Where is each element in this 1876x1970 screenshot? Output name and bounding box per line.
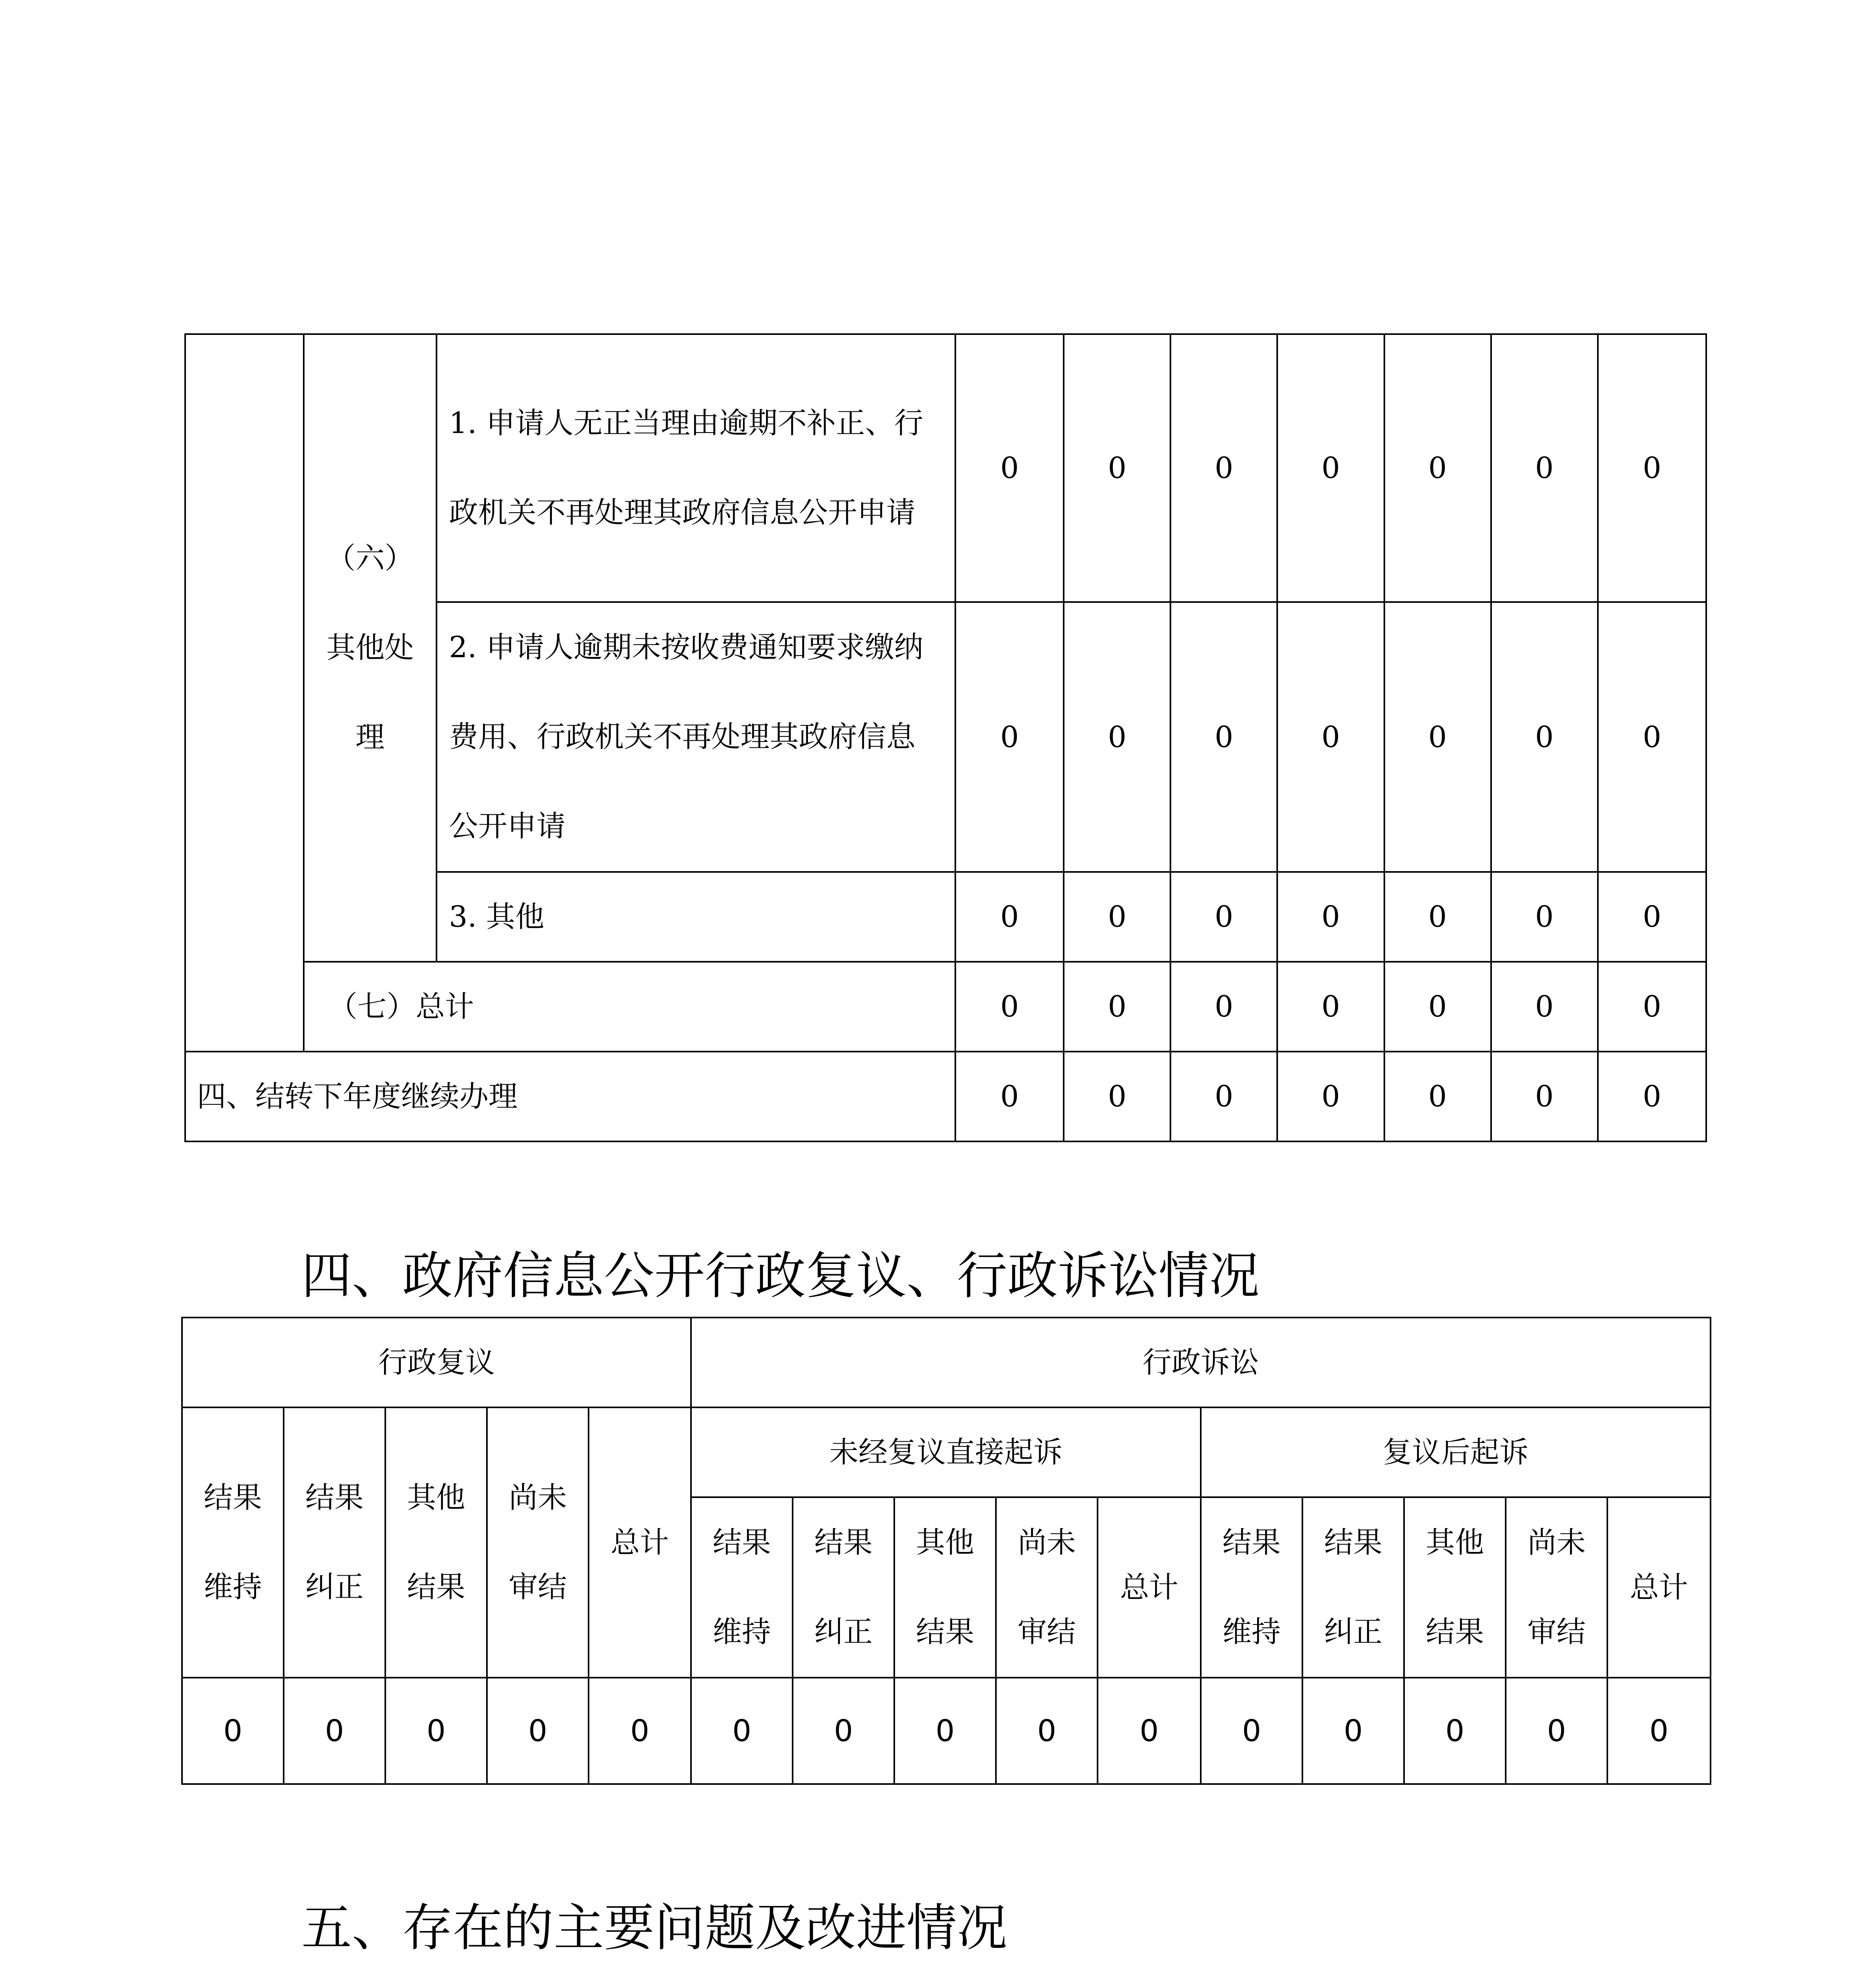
row3-value: 0 [1170,872,1277,962]
total-value: 0 [1491,962,1598,1052]
total-value: 0 [955,962,1064,1052]
after-review-col-header: 其他结果 [1404,1497,1506,1678]
other-processing-cell [304,334,436,962]
review-value: 0 [182,1678,284,1784]
section4-title: 四、政府信息公开行政复议、行政诉讼情况 [301,1247,1260,1305]
row2-value: 0 [1064,602,1170,872]
direct-suit-value: 0 [1098,1678,1201,1784]
after-review-col-header: 尚未审结 [1506,1497,1607,1678]
direct-suit-col-header: 结果纠正 [793,1497,894,1678]
other-processing-label: （六）其他处理 [326,541,414,754]
row3-value: 0 [1491,872,1598,962]
row1-value: 0 [1598,334,1706,602]
row2-value: 0 [1491,602,1598,872]
application-stats-table [184,333,1707,1142]
direct-suit-value: 0 [894,1678,996,1784]
direct-suit-col-header: 尚未审结 [996,1497,1098,1678]
table-left-blank-cell [185,334,304,1052]
row2-value: 0 [1277,602,1384,872]
review-col-header: 总计 [589,1407,691,1678]
after-review-value: 0 [1404,1678,1506,1784]
carry-over-value: 0 [1170,1052,1277,1141]
row3-value: 0 [955,872,1064,962]
total-value: 0 [1598,962,1706,1052]
carry-over-value: 0 [1598,1052,1706,1141]
row1-value: 0 [1491,334,1598,602]
carry-over-label: 四、结转下年度继续办理 [185,1052,955,1141]
row3-label: 3. 其他 [436,872,955,962]
review-value: 0 [385,1678,487,1784]
row1-value: 0 [1170,334,1277,602]
review-col-header: 尚未审结 [487,1407,589,1678]
section5-title: 五、存在的主要问题及改进情况 [301,1899,1008,1957]
carry-over-value: 0 [1064,1052,1170,1141]
carry-over-value: 0 [1491,1052,1598,1141]
total-label: （七）总计 [304,962,955,1052]
review-col-header: 结果维持 [182,1407,284,1678]
row1-value: 0 [1277,334,1384,602]
admin-review-header: 行政复议 [182,1318,691,1407]
row1-value: 0 [955,334,1064,602]
row1-value: 0 [1384,334,1491,602]
row2-label: 2. 申请人逾期未按收费通知要求缴纳费用、行政机关不再处理其政府信息公开申请 [436,602,955,872]
after-review-value: 0 [1506,1678,1607,1784]
direct-suit-col-header: 总计 [1098,1497,1201,1678]
row1-value: 0 [1064,334,1170,602]
direct-suit-value: 0 [691,1678,793,1784]
row2-value: 0 [1384,602,1491,872]
after-review-col-header: 结果维持 [1201,1497,1302,1678]
after-review-value: 0 [1607,1678,1711,1784]
review-value: 0 [589,1678,691,1784]
row3-value: 0 [1598,872,1706,962]
suit-after-review-header: 复议后起诉 [1201,1407,1711,1497]
after-review-value: 0 [1302,1678,1404,1784]
admin-litigation-header: 行政诉讼 [691,1318,1711,1407]
review-litigation-table [181,1317,1711,1785]
direct-suit-value: 0 [793,1678,894,1784]
row3-value: 0 [1277,872,1384,962]
direct-suit-col-header: 其他结果 [894,1497,996,1678]
carry-over-value: 0 [1277,1052,1384,1141]
total-value: 0 [1064,962,1170,1052]
total-value: 0 [1384,962,1491,1052]
review-col-header: 结果纠正 [284,1407,385,1678]
after-review-value: 0 [1201,1678,1302,1784]
row2-value: 0 [1598,602,1706,872]
carry-over-value: 0 [1384,1052,1491,1141]
after-review-col-header: 总计 [1607,1497,1711,1678]
carry-over-value: 0 [955,1052,1064,1141]
total-value: 0 [1170,962,1277,1052]
row1-label: 1. 申请人无正当理由逾期不补正、行政机关不再处理其政府信息公开申请 [436,334,955,602]
row2-value: 0 [1170,602,1277,872]
total-value: 0 [1277,962,1384,1052]
direct-suit-col-header: 结果维持 [691,1497,793,1678]
review-value: 0 [487,1678,589,1784]
direct-suit-header: 未经复议直接起诉 [691,1407,1201,1497]
review-value: 0 [284,1678,385,1784]
after-review-col-header: 结果纠正 [1302,1497,1404,1678]
row3-value: 0 [1064,872,1170,962]
row2-value: 0 [955,602,1064,872]
review-col-header: 其他结果 [385,1407,487,1678]
row3-value: 0 [1384,872,1491,962]
direct-suit-value: 0 [996,1678,1098,1784]
